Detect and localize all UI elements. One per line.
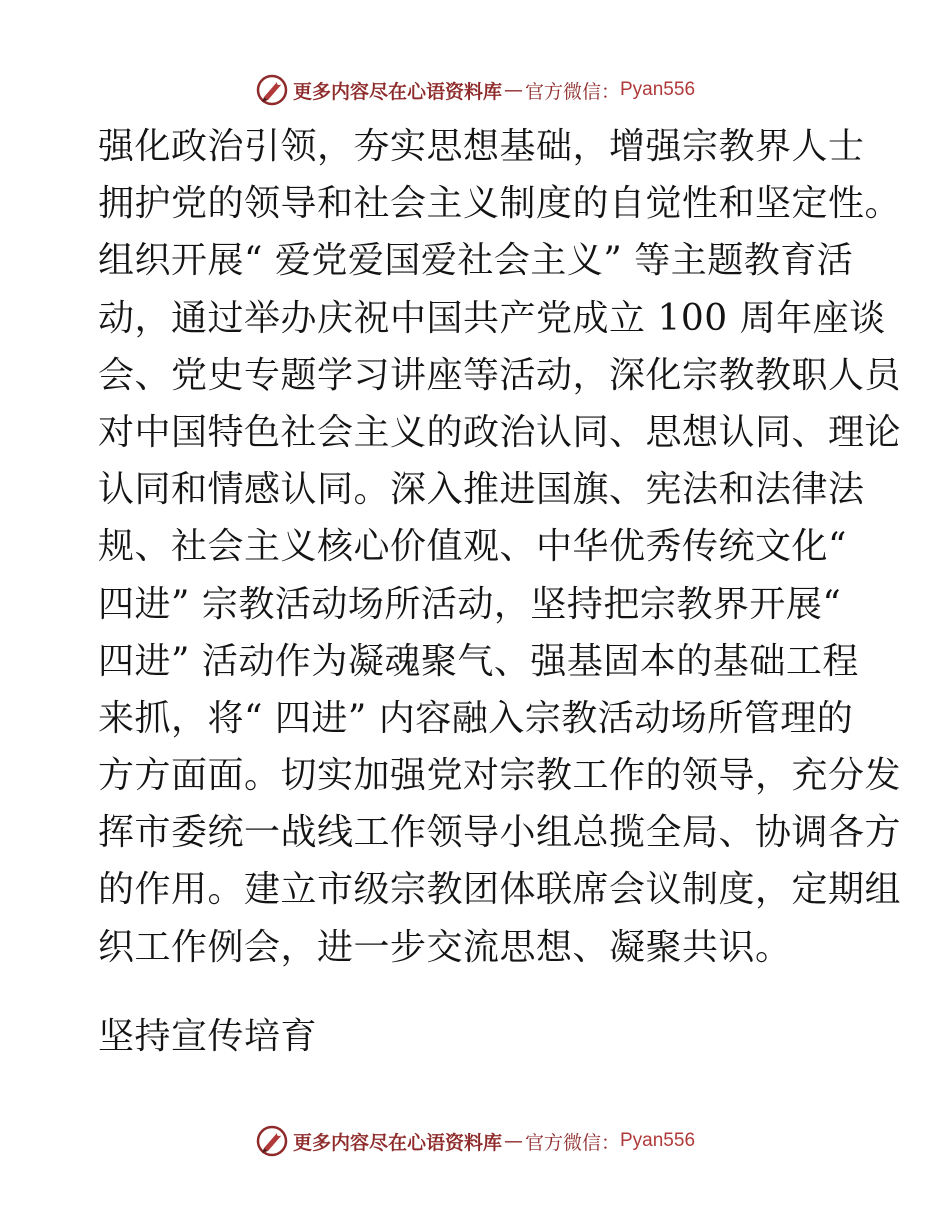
body-paragraph bbox=[98, 118, 902, 976]
paragraph-line: 动，通过举办庆祝中国共产党成立 100 周年座谈 bbox=[98, 297, 886, 339]
paragraph-line: 来抓，将“ 四进” 内容融入宗教活动场所管理的 bbox=[98, 697, 854, 739]
paragraph-line: 组织开展“ 爱党爱国爱社会主义” 等主题教育活 bbox=[98, 240, 854, 282]
paragraph-line: 拥护党的领导和社会主义制度的自觉性和坚定性。 bbox=[98, 183, 902, 225]
paragraph-line: 四进” 宗教活动场所活动，坚持把宗教界开展“ bbox=[98, 583, 842, 625]
watermark-contact-id: Pyan556 bbox=[620, 79, 696, 100]
paragraph-line: 规、社会主义核心价值观、中华优秀传统文化“ bbox=[98, 526, 847, 568]
paragraph-line: 方方面面。切实加强党对宗教工作的领导，充分发 bbox=[98, 755, 902, 797]
watermark-title: 更多内容尽在心语资料库 bbox=[292, 80, 502, 103]
watermark-dash: — bbox=[503, 1130, 523, 1152]
watermark-contact-id: Pyan556 bbox=[620, 1130, 696, 1151]
paragraph-line: 织工作例会，进一步交流思想、凝聚共识。 bbox=[98, 926, 792, 968]
section-heading: 坚持宣传培育 bbox=[98, 1016, 318, 1057]
pen-logo-icon bbox=[255, 73, 289, 107]
paragraph-line: 的作用。建立市级宗教团体联席会议制度，定期组 bbox=[98, 869, 902, 911]
watermark-title: 更多内容尽在心语资料库 bbox=[292, 1131, 502, 1154]
paragraph-line: 四进” 活动作为凝魂聚气、强基固本的基础工程 bbox=[98, 640, 859, 682]
paragraph-line: 会、党史专题学习讲座等活动，深化宗教教职人员 bbox=[98, 354, 902, 396]
paragraph-line: 对中国特色社会主义的政治认同、思想认同、理论 bbox=[98, 411, 902, 453]
paragraph-line: 挥市委统一战线工作领导小组总揽全局、协调各方 bbox=[98, 812, 902, 854]
paragraph-line: 强化政治引领，夯实思想基础，增强宗教界人士 bbox=[98, 126, 865, 167]
pen-logo-icon bbox=[255, 1124, 289, 1158]
header-watermark bbox=[0, 70, 950, 110]
watermark-dash: — bbox=[503, 79, 523, 101]
paragraph-line: 认同和情感认同。深入推进国旗、宪法和法律法 bbox=[98, 469, 865, 511]
footer-watermark bbox=[0, 1121, 950, 1161]
watermark-contact-label: 官方微信： bbox=[524, 1131, 620, 1154]
watermark-contact-label: 官方微信： bbox=[524, 80, 620, 103]
